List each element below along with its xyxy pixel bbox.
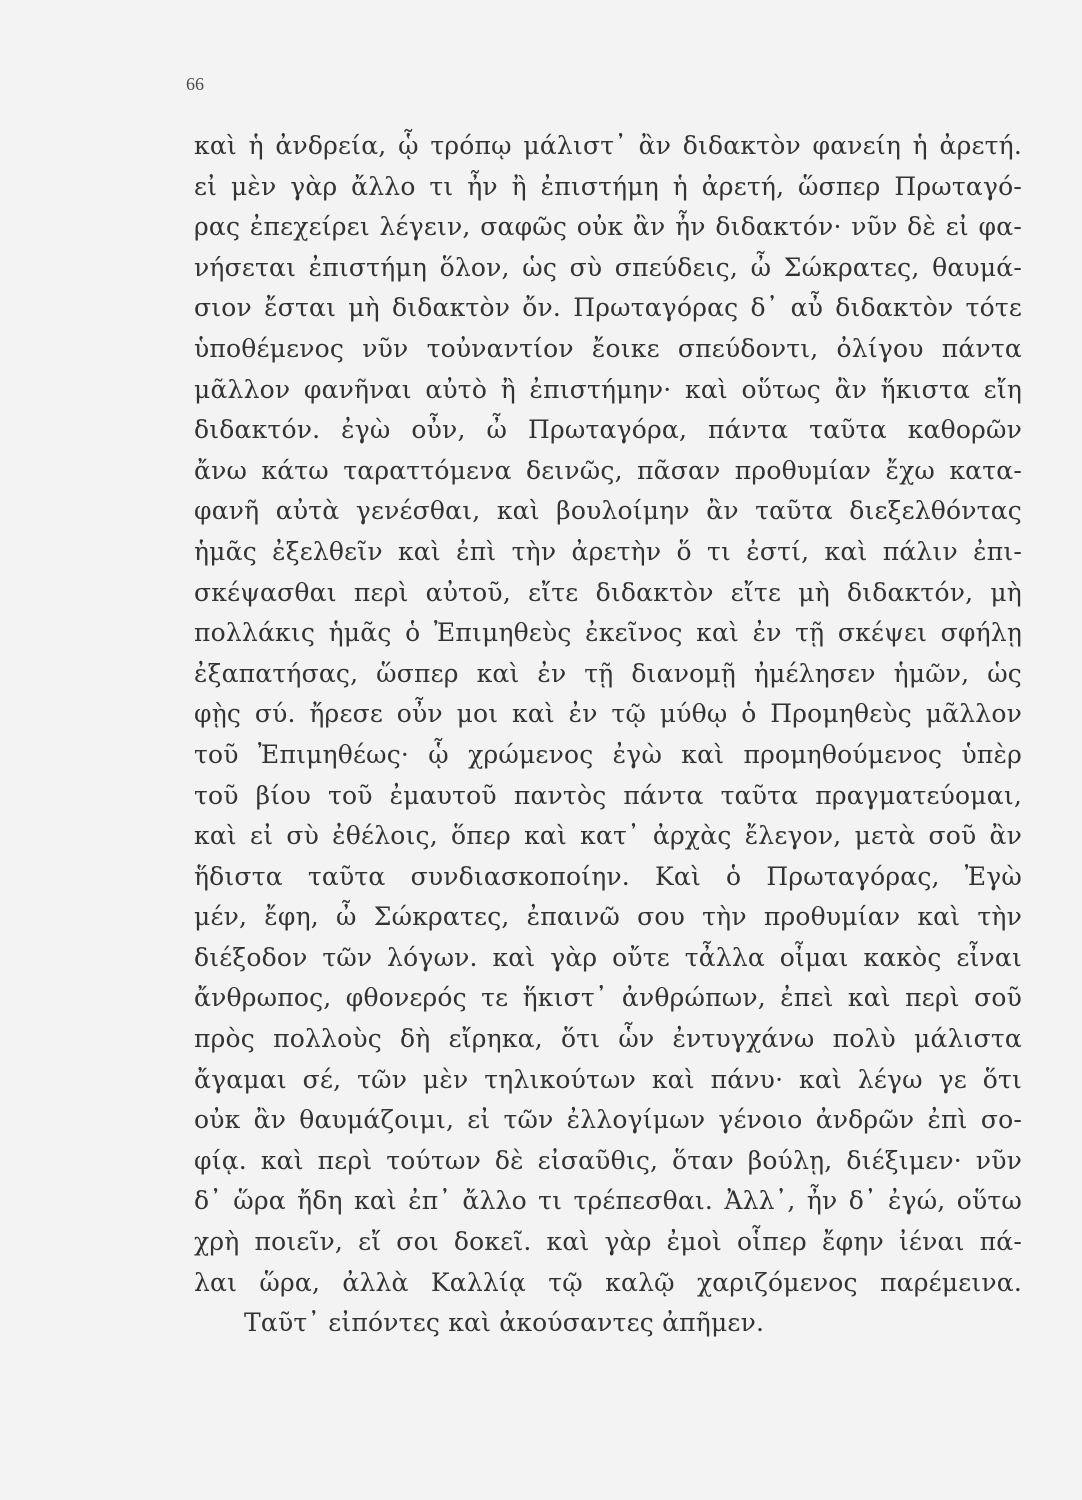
text-line: ἡμᾶς ἐξελθεῖν καὶ ἐπὶ τὴν ἀρετὴν ὅ τι ἐστί, καὶ πάλιν ἐπι-: [194, 536, 1022, 566]
text-line: σκέψασθαι περὶ αὐτοῦ, εἴτε διδακτὸν εἴτε μὴ διδακτόν, μὴ: [194, 577, 1022, 607]
text-line: φανῆ αὐτὰ γενέσθαι, καὶ βουλοίμην ἂν ταῦτα διεξελθόντας: [194, 496, 1022, 526]
text-line: ἥδιστα ταῦτα συνδιασκοποίην. Καὶ ὁ Πρωταγόρας, Ἐγὼ: [194, 861, 1022, 891]
text-line: σιον ἔσται μὴ διδακτὸν ὄν. Πρωταγόρας δ᾿ αὖ διδακτὸν τότε: [194, 293, 1022, 323]
text-line: μέν, ἔφη, ὦ Σώκρατες, ἐπαινῶ σου τὴν προθυμίαν καὶ τὴν: [194, 902, 1022, 932]
text-line-final: Ταῦτ᾿ εἰπόντες καὶ ἀκούσαντες ἀπῆμεν.: [244, 1308, 765, 1338]
text-line: ἄνω κάτω ταραττόμενα δεινῶς, πᾶσαν προθυμίαν ἔχω κατα-: [194, 455, 1022, 485]
text-line: διέξοδον τῶν λόγων. καὶ γὰρ οὔτε τἆλλα οἶμαι κακὸς εἶναι: [194, 942, 1022, 972]
text-line: φῂς σύ. ἤρεσε οὖν μοι καὶ ἐν τῷ μύθῳ ὁ Προμηθεὺς μᾶλλον: [194, 699, 1022, 729]
text-line: ἄγαμαι σέ, τῶν μὲν τηλικούτων καὶ πάνυ· καὶ λέγω γε ὅτι: [194, 1064, 1022, 1094]
text-line: καὶ ἡ ἀνδρεία, ᾧ τρόπῳ μάλιστ᾿ ἂν διδακτὸν φανείη ἡ ἀρετή.: [194, 131, 1022, 160]
text-line: τοῦ Ἐπιμηθέως· ᾧ χρώμενος ἐγὼ καὶ προμηθούμενος ὑπὲρ: [194, 739, 1022, 769]
body-text: [194, 126, 1022, 1344]
text-line: εἰ μὲν γὰρ ἄλλο τι ἦν ἢ ἐπιστήμη ἡ ἀρετή, ὥσπερ Πρωταγό-: [194, 171, 1022, 201]
text-line: ρας ἐπεχείρει λέγειν, σαφῶς οὐκ ἂν ἦν διδακτόν· νῦν δὲ εἰ φα-: [194, 212, 1022, 242]
text-line: οὐκ ἂν θαυμάζοιμι, εἰ τῶν ἐλλογίμων γένοιο ἀνδρῶν ἐπὶ σο-: [194, 1105, 1022, 1135]
text-line: χρὴ ποιεῖν, εἴ σοι δοκεῖ. καὶ γὰρ ἐμοὶ οἷπερ ἔφην ἰέναι πά-: [194, 1227, 1022, 1257]
text-line: ἐξαπατήσας, ὥσπερ καὶ ἐν τῇ διανομῇ ἠμέλησεν ἡμῶν, ὡς: [194, 658, 1022, 688]
text-line: νήσεται ἐπιστήμη ὅλον, ὡς σὺ σπεύδεις, ὦ Σώκρατες, θαυμά-: [194, 252, 1022, 282]
text-line: ἄνθρωπος, φθονερός τε ἥκιστ᾿ ἀνθρώπων, ἐπεὶ καὶ περὶ σοῦ: [194, 983, 1022, 1013]
text-line: λαι ὥρα, ἀλλὰ Καλλίᾳ τῷ καλῷ χαριζόμενος παρέμεινα.: [194, 1267, 1022, 1297]
text-line: τοῦ βίου τοῦ ἐμαυτοῦ παντὸς πάντα ταῦτα πραγματεύομαι,: [194, 780, 1022, 810]
text-line: πολλάκις ἡμᾶς ὁ Ἐπιμηθεὺς ἐκεῖνος καὶ ἐν τῇ σκέψει σφήλῃ: [194, 618, 1022, 648]
text-line: πρὸς πολλοὺς δὴ εἴρηκα, ὅτι ὧν ἐντυγχάνω πολὺ μάλιστα: [194, 1024, 1022, 1054]
text-line: μᾶλλον φανῆναι αὐτὸ ἢ ἐπιστήμην· καὶ οὕτως ἂν ἥκιστα εἴη: [194, 374, 1022, 404]
text-line: φίᾳ. καὶ περὶ τούτων δὲ εἰσαῦθις, ὅταν βούλῃ, διέξιμεν· νῦν: [194, 1145, 1022, 1175]
text-line: καὶ εἰ σὺ ἐθέλοις, ὅπερ καὶ κατ᾿ ἀρχὰς ἔλεγον, μετὰ σοῦ ἂν: [194, 821, 1022, 851]
text-line: δ᾿ ὥρα ἤδη καὶ ἐπ᾿ ἄλλο τι τρέπεσθαι. Ἀλλ᾿, ἦν δ᾿ ἐγώ, οὕτω: [194, 1186, 1022, 1216]
text-line: ὑποθέμενος νῦν τοὐναντίον ἔοικε σπεύδοντι, ὀλίγου πάντα: [194, 333, 1022, 363]
text-line: διδακτόν. ἐγὼ οὖν, ὦ Πρωταγόρα, πάντα ταῦτα καθορῶν: [194, 415, 1022, 445]
page-number: 66: [186, 74, 204, 94]
